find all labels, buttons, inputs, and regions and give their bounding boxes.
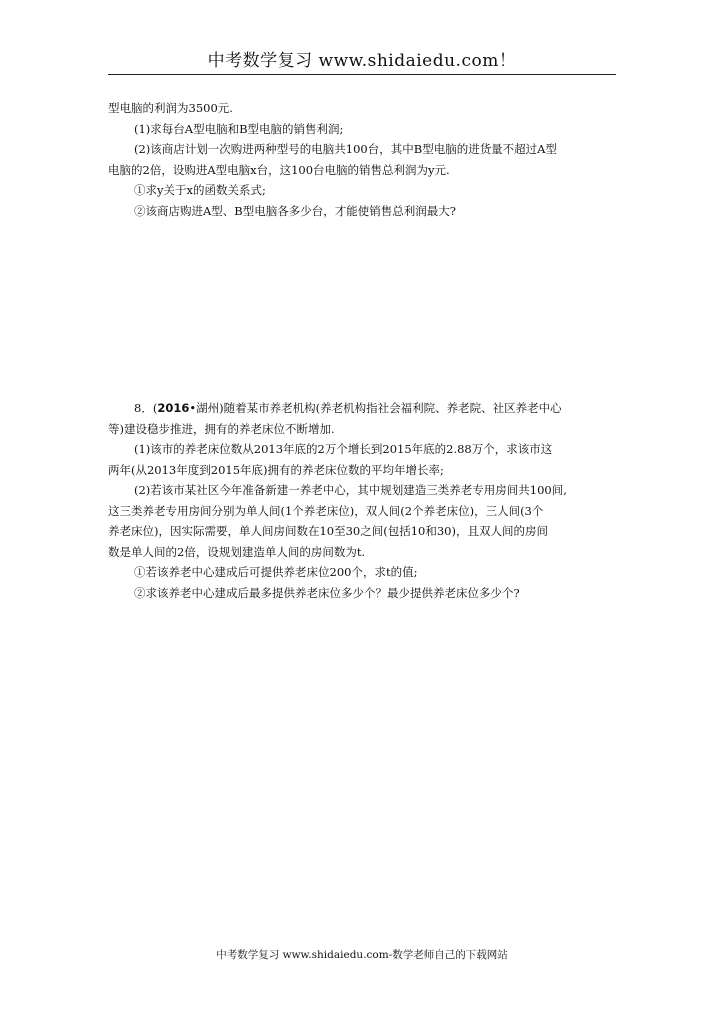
question-7-continuation	[108, 98, 628, 221]
question-source: •湖州)随着某市养老机构(养老机构指社会福利院、养老院、社区养老中心	[189, 401, 562, 415]
sub-question-2-part-1: ①若该养老中心建成后可提供养老床位200个，求t的值;	[134, 565, 418, 579]
text-line: 数是单人间的2倍，设规划建造单人间的房间数为t.	[108, 544, 366, 559]
sub-question-2-part-2: ②求该养老中心建成后最多提供养老床位多少个？最少提供养老床位多少个?	[134, 585, 520, 600]
text-line: 等)建设稳步推进，拥有的养老床位不断增加.	[108, 421, 335, 436]
question-8-intro	[108, 398, 628, 419]
text-line: 型电脑的利润为3500元.	[108, 101, 233, 115]
sub-question-2-part-1: ①求y关于x的函数关系式;	[134, 183, 266, 197]
sub-question-2: (2)该商店计划一次购进两种型号的电脑共100台，其中B型电脑的进货量不超过A型	[134, 142, 557, 156]
sub-question-1: (1)求每台A型电脑和B型电脑的销售利润;	[134, 121, 344, 136]
question-year: 2016	[157, 401, 190, 415]
header-divider	[108, 74, 616, 75]
text-line: 两年(从2013年度到2015年底)拥有的养老床位数的平均年增长率;	[108, 462, 444, 477]
page-footer: 中考数学复习 www.shidaiedu.com-数学老师自己的下载网站	[216, 949, 508, 961]
question-8	[108, 398, 628, 603]
sub-question-2: (2)若该市某社区今年准备新建一养老中心，其中规划建造三类养老专用房间共100间,	[134, 483, 567, 497]
question-number: 8．(	[134, 401, 158, 415]
page-header-title: 中考数学复习 www.shidaiedu.com！	[207, 51, 517, 71]
text-line: 电脑的2倍，设购进A型电脑x台，这100台电脑的销售总利润为y元.	[108, 162, 450, 177]
sub-question-2-part-2: ②该商店购进A型、B型电脑各多少台，才能使销售总利润最大?	[134, 203, 456, 218]
sub-question-1: (1)该市的养老床位数从2013年底的2万个增长到2015年底的2.88万个，求该市这	[134, 442, 553, 456]
text-line: 这三类养老专用房间分别为单人间(1个养老床位)，双人间(2个养老床位)，三人间(3个	[108, 503, 544, 518]
text-line: 养老床位)，因实际需要，单人间房间数在10至30之间(包括10和30)，且双人间的房间	[108, 524, 548, 538]
